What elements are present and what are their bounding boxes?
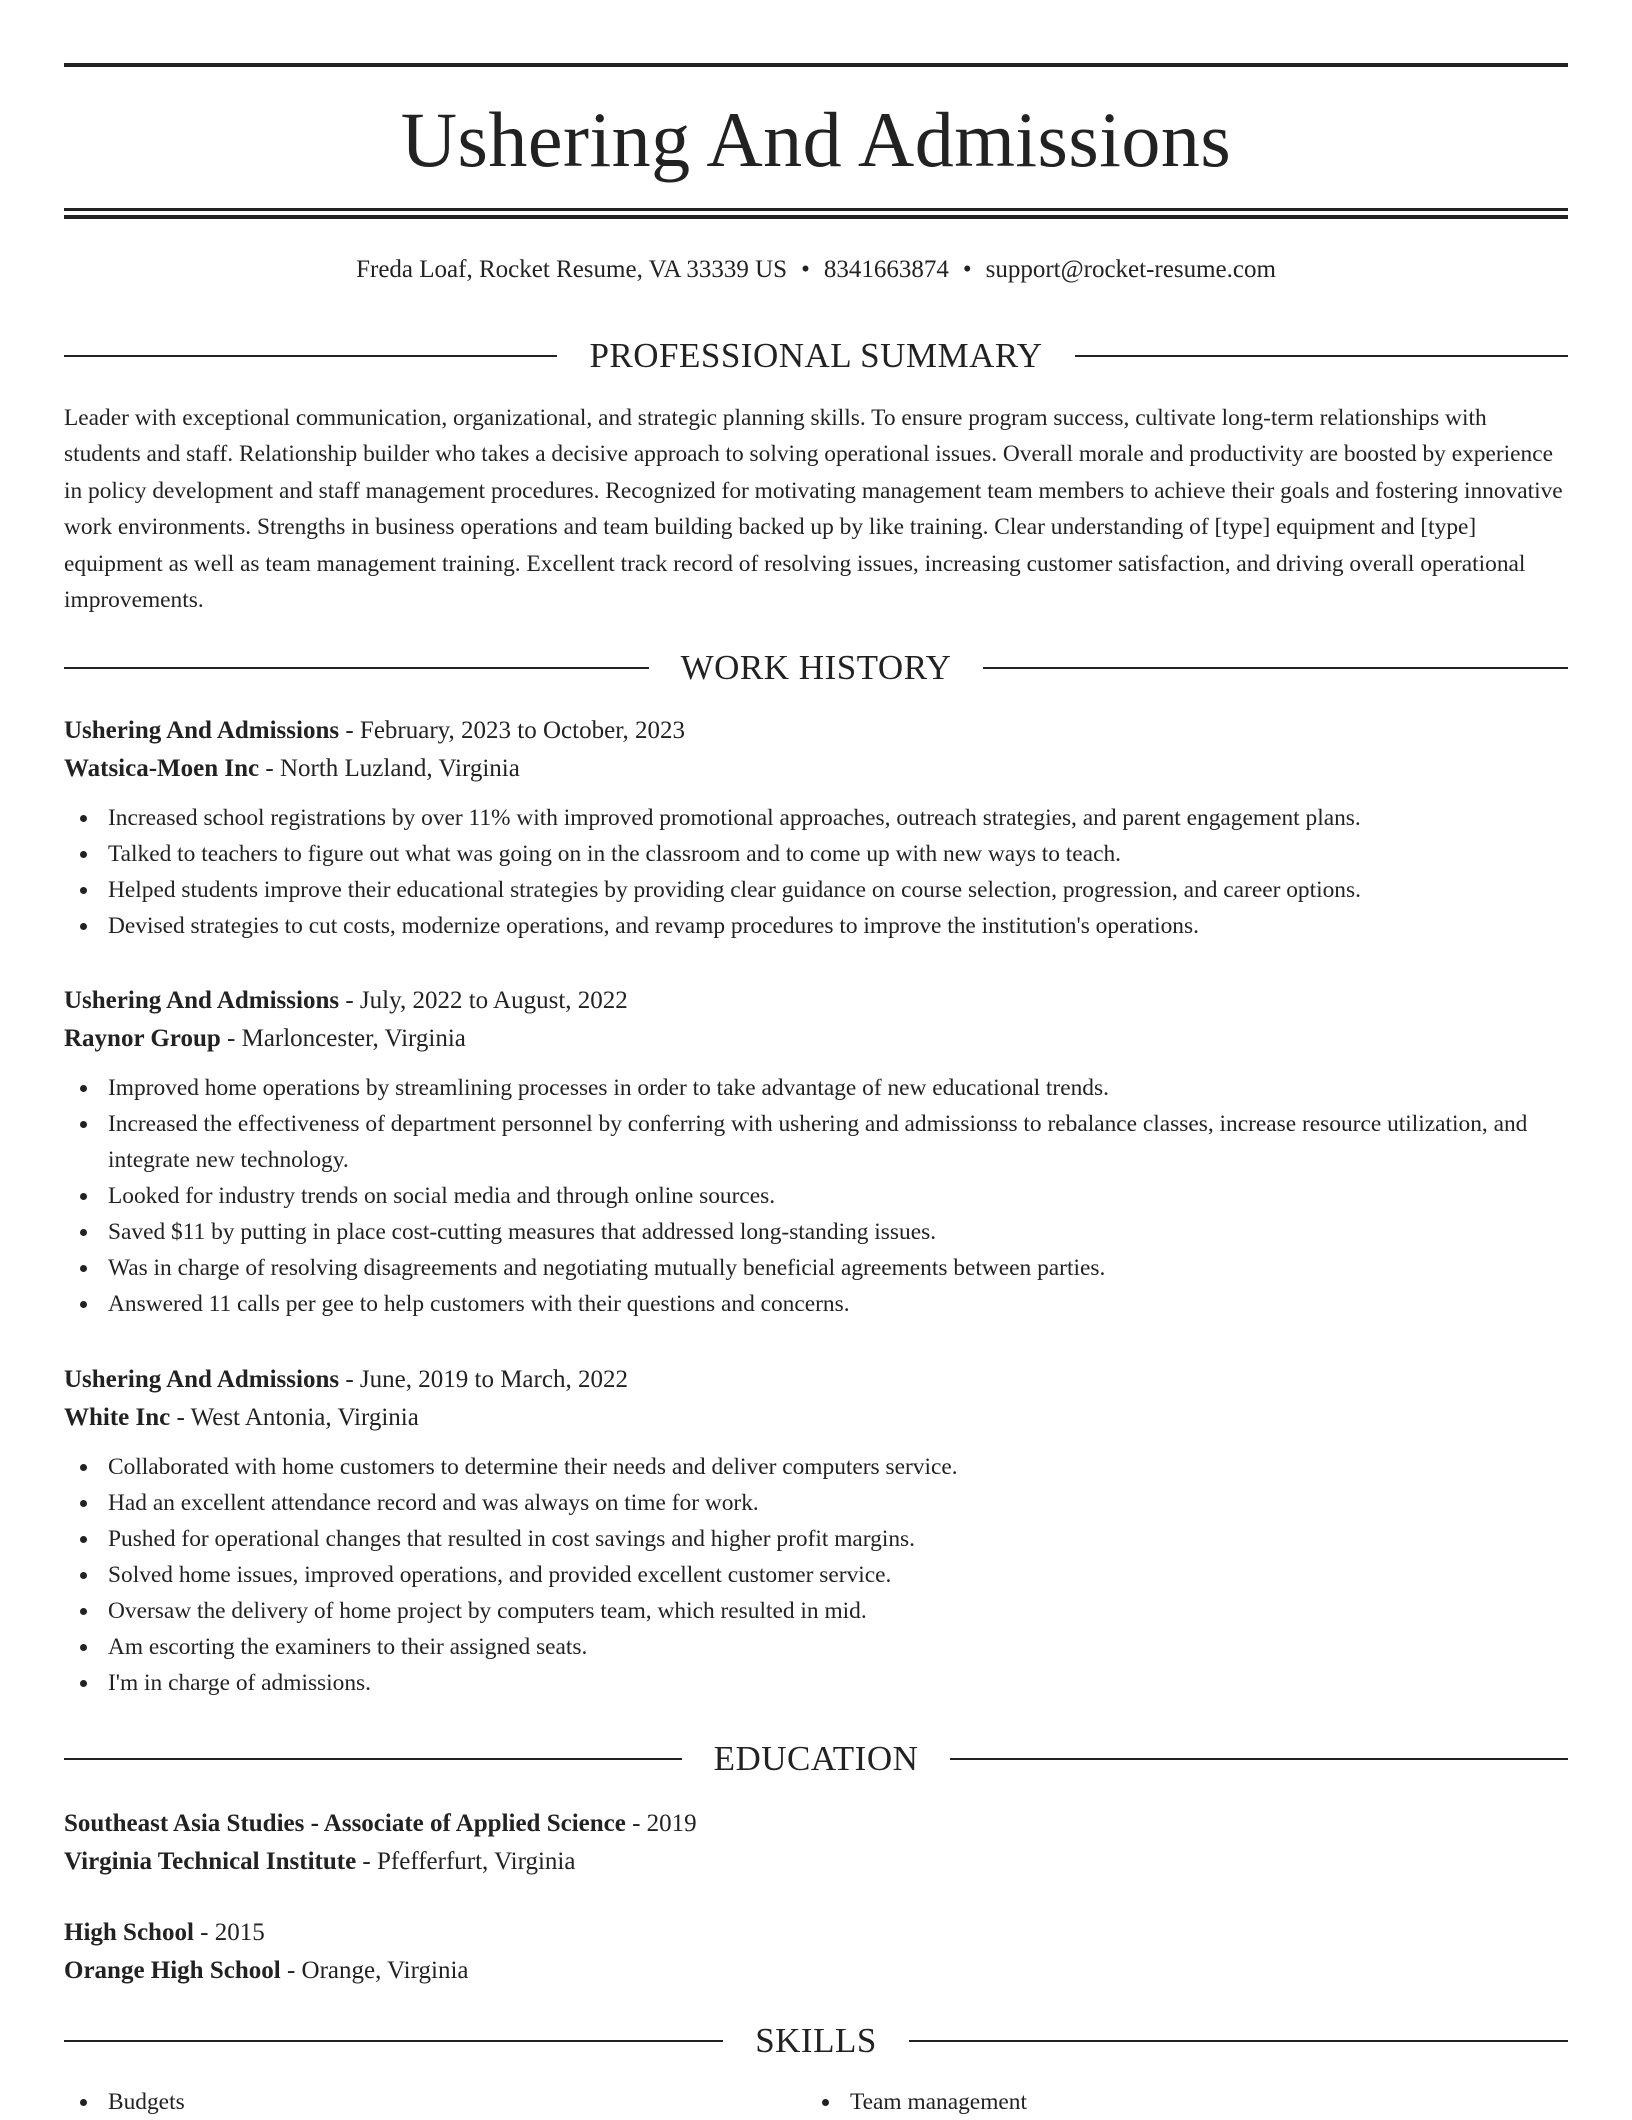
work-section-title: WORK HISTORY	[680, 648, 952, 687]
job-entry	[64, 982, 1568, 1322]
education-section-title: EDUCATION	[713, 1739, 919, 1778]
education-year: - 2019	[625, 1810, 697, 1837]
education-school-line	[64, 1843, 1568, 1881]
education-degree: Southeast Asia Studies - Associate of Applied Science	[64, 1810, 626, 1837]
job-bullet: Oversaw the delivery of home project by computers team, which resulted in mid.	[64, 1593, 1568, 1629]
section-divider	[64, 667, 649, 669]
top-rule	[64, 63, 1568, 67]
section-divider	[64, 355, 557, 357]
education-degree-line	[64, 1914, 1568, 1952]
job-company: Raynor Group	[64, 1025, 221, 1052]
section-divider	[64, 1758, 682, 1760]
job-title: Ushering And Admissions	[64, 717, 340, 744]
job-bullets	[64, 800, 1568, 944]
bullet-separator: •	[801, 256, 810, 283]
bullet-separator: •	[962, 256, 972, 283]
education-entry	[64, 1805, 1568, 1881]
skills-column	[806, 2084, 1548, 2120]
job-bullet: Talked to teachers to figure out what was going on in the classroom and to come up with new ways to teach.	[64, 836, 1568, 872]
section-divider	[64, 2040, 723, 2042]
contact-phone: 8341663874	[823, 256, 949, 283]
job-entry	[64, 712, 1568, 944]
job-location: - West Antonia, Virginia	[170, 1404, 419, 1431]
job-bullet: Improved home operations by streamlining processes in order to take advantage of new educational trends.	[64, 1070, 1568, 1106]
job-company-line	[64, 1020, 1568, 1058]
job-bullet: Had an excellent attendance record and was always on time for work.	[64, 1485, 1568, 1521]
skills-list	[64, 2084, 1568, 2120]
job-title-line	[64, 1361, 1568, 1399]
contact-address: Freda Loaf, Rocket Resume, VA 33339 US	[356, 256, 788, 283]
education-degree: High School	[64, 1919, 194, 1946]
skills-section-header	[64, 2019, 1568, 2063]
skills-section-title: SKILLS	[755, 2021, 877, 2060]
skill-item: Team management	[806, 2084, 1548, 2120]
job-bullet: Answered 11 calls per gee to help customers with their questions and concerns.	[64, 1286, 1568, 1322]
section-divider	[909, 2040, 1568, 2042]
job-company: Watsica-Moen Inc	[64, 755, 260, 782]
job-bullets	[64, 1449, 1568, 1701]
job-bullet: Helped students improve their educational strategies by providing clear guidance on course selection, progression, and career options.	[64, 872, 1568, 908]
education-year: - 2015	[193, 1919, 265, 1946]
education-entry	[64, 1914, 1568, 1990]
job-bullet: Collaborated with home customers to determine their needs and deliver computers service.	[64, 1449, 1568, 1485]
job-bullets	[64, 1070, 1568, 1322]
contact-line	[64, 252, 1568, 288]
job-bullet: Devised strategies to cut costs, modernize operations, and revamp procedures to improve the institution's operations.	[64, 908, 1568, 944]
education-location: - Orange, Virginia	[280, 1957, 469, 1984]
job-bullet: Am escorting the examiners to their assigned seats.	[64, 1629, 1568, 1665]
job-title: Ushering And Admissions	[64, 987, 340, 1014]
resume-title: Ushering And Admissions	[400, 96, 1232, 183]
job-bullet: Looked for industry trends on social media and through online sources.	[64, 1178, 1568, 1214]
job-company: White Inc	[64, 1404, 171, 1431]
job-company-line	[64, 1399, 1568, 1437]
summary-text: Leader with exceptional communication, organizational, and strategic planning skills. To ensure program success, cultivate long-term relationships with students and staff. Relationship builder who takes a decisive approach to solving operational issues. Overall morale and productivity are boosted by experience in policy development and staff management procedures. Recognized for motivating management team members to achieve their goals and fostering innovative work environments. Strengths in business operations and team building backed up by like training. Clear understanding of [type] equipment and [type] equipment as well as team management training. Excellent track record of resolving issues, increasing customer satisfaction, and driving overall operational improvements.	[64, 405, 1563, 614]
section-divider	[950, 1758, 1568, 1760]
education-school: Orange High School	[64, 1957, 281, 1984]
job-title-line	[64, 712, 1568, 750]
job-bullet: I'm in charge of admissions.	[64, 1665, 1568, 1701]
double-rule	[64, 208, 1568, 219]
skill-item: Budgets	[64, 2084, 806, 2120]
summary-section-header	[64, 334, 1568, 378]
work-section-header	[64, 646, 1568, 690]
job-bullet: Solved home issues, improved operations, and provided excellent customer service.	[64, 1557, 1568, 1593]
contact-email: support@rocket-resume.com	[985, 256, 1276, 283]
job-dates: - February, 2023 to October, 2023	[339, 717, 686, 744]
job-title-line	[64, 982, 1568, 1020]
education-school-line	[64, 1952, 1568, 1990]
education-location: - Pfefferfurt, Virginia	[356, 1848, 576, 1875]
job-bullet: Increased the effectiveness of department personnel by conferring with ushering and admissionss to rebalance classes, increase resource utilization, and integrate new technology.	[64, 1106, 1568, 1178]
section-divider	[1075, 355, 1568, 357]
education-degree-line	[64, 1805, 1568, 1843]
job-dates: - July, 2022 to August, 2022	[339, 987, 628, 1014]
summary-section-title: PROFESSIONAL SUMMARY	[589, 336, 1043, 375]
job-bullet: Increased school registrations by over 11% with improved promotional approaches, outreach strategies, and parent engagement plans.	[64, 800, 1568, 836]
job-company-line	[64, 750, 1568, 788]
job-bullet: Pushed for operational changes that resulted in cost savings and higher profit margins.	[64, 1521, 1568, 1557]
job-bullet: Saved $11 by putting in place cost-cutting measures that addressed long-standing issues.	[64, 1214, 1568, 1250]
job-location: - Marloncester, Virginia	[220, 1025, 466, 1052]
education-school: Virginia Technical Institute	[64, 1848, 357, 1875]
job-entry	[64, 1361, 1568, 1701]
job-dates: - June, 2019 to March, 2022	[339, 1366, 628, 1393]
job-bullet: Was in charge of resolving disagreements and negotiating mutually beneficial agreements between parties.	[64, 1250, 1568, 1286]
job-title: Ushering And Admissions	[64, 1366, 340, 1393]
education-section-header	[64, 1737, 1568, 1781]
skills-column	[64, 2084, 806, 2120]
job-location: - North Luzland, Virginia	[259, 755, 520, 782]
section-divider	[983, 667, 1568, 669]
